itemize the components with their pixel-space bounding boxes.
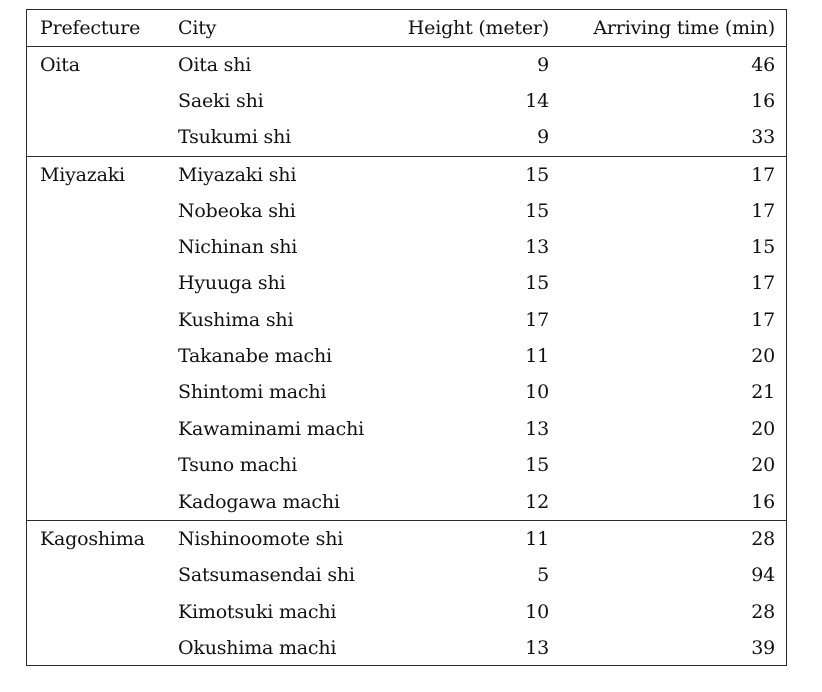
- city-cell: Hyuuga shi: [178, 272, 286, 294]
- height-cell: 11: [525, 345, 549, 367]
- time-cell: 17: [751, 309, 775, 331]
- time-cell: 94: [751, 564, 775, 586]
- time-cell: 17: [751, 200, 775, 222]
- table-row: [26, 193, 787, 229]
- time-cell: 17: [751, 272, 775, 294]
- time-cell: 28: [751, 528, 775, 550]
- city-cell: Tsuno machi: [178, 454, 298, 476]
- height-cell: 15: [525, 200, 549, 222]
- table-row: [26, 594, 787, 630]
- table-row: [26, 484, 787, 520]
- city-cell: Oita shi: [178, 54, 252, 76]
- city-cell: Okushima machi: [178, 637, 337, 659]
- city-cell: Tsukumi shi: [178, 126, 292, 148]
- height-cell: 15: [525, 454, 549, 476]
- table-row: [26, 447, 787, 483]
- height-cell: 13: [525, 236, 549, 258]
- city-cell: Kimotsuki machi: [178, 601, 337, 623]
- height-cell: 11: [525, 528, 549, 550]
- header-arriving-time: Arriving time (min): [593, 17, 775, 39]
- table-row: [26, 302, 787, 338]
- time-cell: 33: [751, 126, 775, 148]
- height-cell: 15: [525, 272, 549, 294]
- table-row: [26, 338, 787, 374]
- time-cell: 16: [751, 90, 775, 112]
- header-height: Height (meter): [407, 17, 549, 39]
- table-row: [26, 374, 787, 410]
- table-row: [26, 630, 787, 666]
- time-cell: 20: [751, 345, 775, 367]
- header-city: City: [178, 17, 217, 39]
- table-row: [26, 521, 787, 557]
- height-cell: 10: [525, 381, 549, 403]
- city-cell: Kadogawa machi: [178, 491, 340, 513]
- prefecture-label: Oita: [40, 54, 80, 76]
- time-cell: 16: [751, 491, 775, 513]
- height-cell: 9: [537, 126, 549, 148]
- header-prefecture: Prefecture: [40, 17, 141, 39]
- height-cell: 15: [525, 164, 549, 186]
- table-row: [26, 47, 787, 83]
- height-cell: 10: [525, 601, 549, 623]
- time-cell: 15: [751, 236, 775, 258]
- city-cell: Shintomi machi: [178, 381, 327, 403]
- table-row: [26, 229, 787, 265]
- prefecture-label: Miyazaki: [40, 164, 125, 186]
- time-cell: 46: [751, 54, 775, 76]
- time-cell: 21: [751, 381, 775, 403]
- height-cell: 9: [537, 54, 549, 76]
- height-cell: 12: [525, 491, 549, 513]
- city-cell: Saeki shi: [178, 90, 264, 112]
- city-cell: Kawaminami machi: [178, 418, 365, 440]
- time-cell: 39: [751, 637, 775, 659]
- height-cell: 5: [537, 564, 549, 586]
- time-cell: 17: [751, 164, 775, 186]
- table-row: [26, 557, 787, 593]
- table-row: [26, 119, 787, 155]
- city-cell: Nobeoka shi: [178, 200, 296, 222]
- city-cell: Nishinoomote shi: [178, 528, 344, 550]
- table-row: [26, 83, 787, 119]
- table-header-row: [26, 10, 787, 46]
- city-cell: Miyazaki shi: [178, 164, 297, 186]
- height-cell: 14: [525, 90, 549, 112]
- time-cell: 20: [751, 418, 775, 440]
- table-row: [26, 411, 787, 447]
- prefecture-label: Kagoshima: [40, 528, 145, 550]
- time-cell: 28: [751, 601, 775, 623]
- table-row: [26, 265, 787, 301]
- height-cell: 13: [525, 637, 549, 659]
- city-cell: Satsumasendai shi: [178, 564, 355, 586]
- height-cell: 17: [525, 309, 549, 331]
- city-cell: Nichinan shi: [178, 236, 298, 258]
- table-row: [26, 157, 787, 193]
- height-cell: 13: [525, 418, 549, 440]
- city-cell: Kushima shi: [178, 309, 294, 331]
- time-cell: 20: [751, 454, 775, 476]
- city-cell: Takanabe machi: [178, 345, 332, 367]
